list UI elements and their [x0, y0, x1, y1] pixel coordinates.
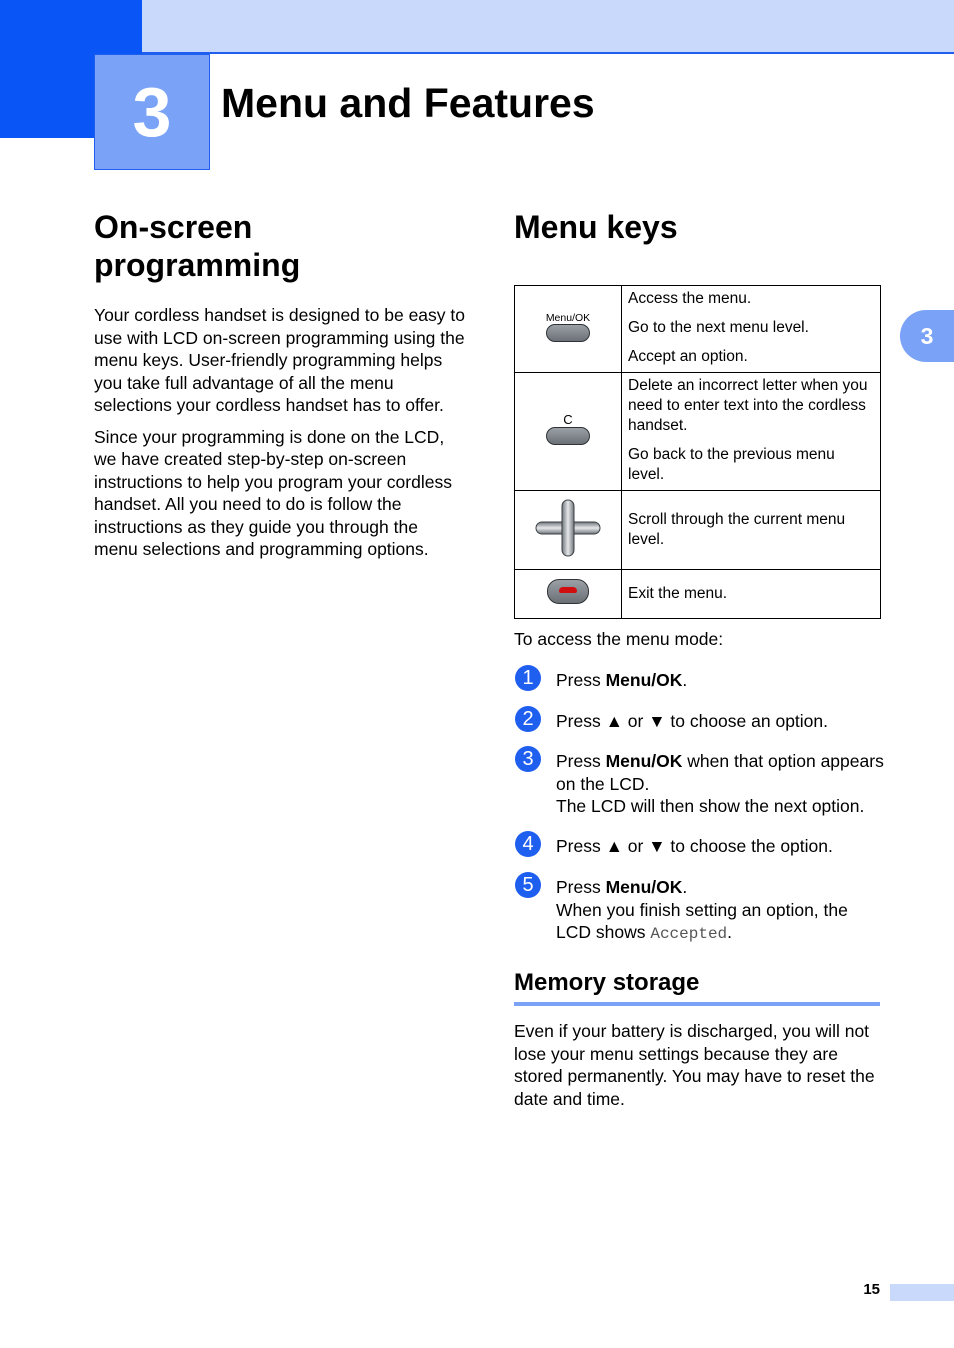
onscreen-paragraph-2: Since your programming is done on the LCD, we have created step-by-step on-screen instructions to help you program your cordless handset. All you need to do is follow the instructions as they guide you through the menu selections and programming options. [94, 426, 452, 559]
step-1-text [556, 669, 886, 692]
navigation-cross-icon [533, 498, 603, 558]
clear-key-label: C [563, 412, 573, 427]
red-handset-icon [559, 587, 577, 593]
step-key-name: Menu/OK [605, 877, 683, 897]
key-description-line: Go back to the previous menu level. [628, 446, 835, 483]
step-note: The LCD will then show the next option. [556, 796, 865, 816]
table-row [515, 373, 881, 491]
chapter-title: Menu and Features [221, 80, 595, 126]
step-text-part: . [682, 877, 688, 897]
step-number-badge: 3 [515, 746, 541, 772]
key-icon-cell [515, 286, 622, 373]
step-text-part: . [682, 670, 688, 690]
step-text-part: Press ▲ or ▼ to choose the option. [556, 836, 833, 856]
step-number-badge: 4 [515, 831, 541, 857]
menu-ok-key-label: Menu/OK [545, 311, 591, 324]
key-description-line: Access the menu. [628, 290, 752, 307]
chapter-side-tab: 3 [900, 310, 954, 362]
key-description-cell [622, 286, 881, 373]
step-number-badge: 1 [515, 665, 541, 691]
chapter-number-box: 3 [94, 54, 210, 170]
header-light-band [142, 0, 954, 54]
table-row [515, 491, 881, 570]
clear-key-icon [546, 427, 590, 445]
menu-keys-table [514, 285, 881, 619]
key-description-line: Exit the menu. [628, 584, 728, 602]
lcd-message: Accepted [650, 925, 728, 943]
table-row [515, 286, 881, 373]
onscreen-programming-body [94, 304, 466, 570]
table-row [515, 570, 881, 619]
menu-ok-key-icon [546, 324, 590, 342]
access-menu-intro: To access the menu mode: [514, 629, 724, 649]
step-number-badge: 5 [515, 872, 541, 898]
step-key-name: Menu/OK [605, 751, 683, 771]
key-icon-cell [515, 570, 622, 619]
key-icon-cell [515, 373, 622, 491]
step-3-text [556, 750, 886, 818]
step-note: When you finish setting an option, the LCD shows [556, 899, 848, 942]
key-description-line: Scroll through the current menu level. [628, 510, 846, 548]
key-description-cell [622, 373, 881, 491]
key-icon-cell [515, 491, 622, 570]
step-text-part: Press [556, 877, 606, 897]
onscreen-paragraph-1: Your cordless handset is designed to be easy to use with LCD on-screen programming using the menu keys. User-friendly programming helps you take full advantage of all the menu selections your cordless handset has to offer. [94, 305, 465, 415]
menu-keys-heading: Menu keys [514, 209, 678, 245]
step-text-part: Press [556, 751, 606, 771]
key-description-line: Accept an option. [628, 348, 748, 365]
step-4-text [556, 835, 886, 858]
page-number-bar [890, 1284, 954, 1301]
step-text-part: when that option appears on the LCD. [556, 751, 884, 794]
step-2-text [556, 710, 886, 733]
key-description-line: Delete an incorrect letter when you need to enter text into the cordless handset. [628, 377, 868, 434]
step-text-part: Press [556, 670, 606, 690]
onscreen-programming-heading: On-screen programming [94, 209, 301, 283]
step-text-part: Press ▲ or ▼ to choose an option. [556, 711, 829, 731]
step-number-badge: 2 [515, 706, 541, 732]
step-5-text [556, 876, 886, 946]
memory-storage-text: Even if your battery is discharged, you will not lose your menu settings because they are stored permanently. You may have to reset the date and time. [514, 1021, 875, 1109]
end-call-key-icon [547, 579, 589, 604]
step-key-name: Menu/OK [605, 670, 683, 690]
key-description-cell [622, 570, 881, 619]
page-number: 15 [863, 1281, 880, 1298]
step-text-part: . [727, 922, 733, 942]
memory-storage-heading: Memory storage [514, 968, 880, 1006]
key-description-line: Go to the next menu level. [628, 319, 809, 336]
key-description-cell [622, 491, 881, 570]
